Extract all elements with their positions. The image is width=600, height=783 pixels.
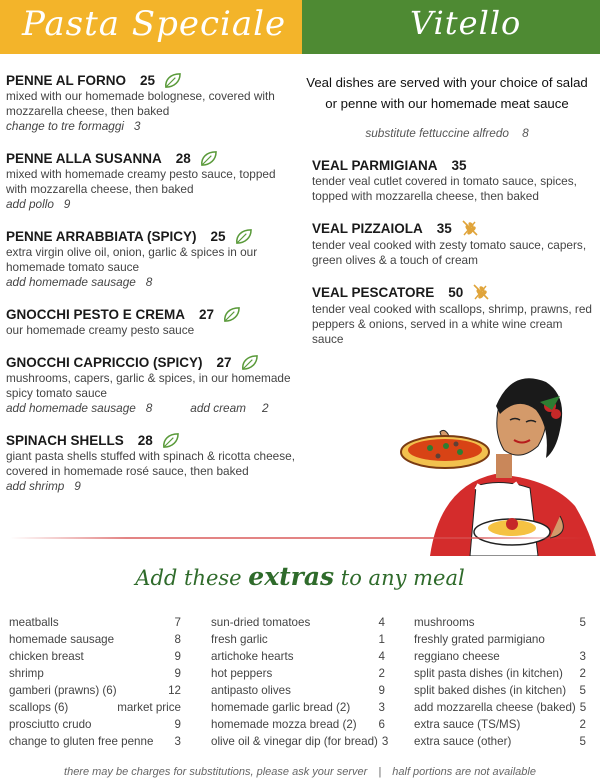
- leaf-icon: [199, 150, 218, 167]
- extra-row: [9, 682, 181, 699]
- extra-row: [9, 665, 181, 682]
- extra-row: [9, 648, 181, 665]
- vitello-list: [306, 72, 594, 361]
- menu-item: [6, 150, 298, 212]
- extra-price: 7: [174, 616, 181, 629]
- extra-price: 3: [378, 701, 385, 714]
- menu-item-name: SPINACH SHELLS: [6, 433, 124, 448]
- menu-item-name: PENNE ALLA SUSANNA: [6, 151, 162, 166]
- vitello-substitute: [306, 126, 588, 140]
- extra-name: homemade garlic bread (2): [211, 701, 351, 714]
- leaf-icon: [161, 432, 180, 449]
- extra-price: 2: [579, 718, 586, 731]
- menu-item-header: [6, 354, 298, 371]
- menu-item-header: [6, 228, 298, 245]
- extra-price: 4: [378, 616, 385, 629]
- menu-item-price: 25: [140, 73, 156, 88]
- extra-name: meatballs: [9, 616, 59, 629]
- extras-title-pre: Add these: [135, 566, 242, 590]
- extra-name: fresh garlic: [211, 633, 268, 646]
- extra-row: [9, 733, 181, 750]
- extras-column-2: [211, 614, 389, 750]
- extra-price: 5: [579, 735, 586, 748]
- extra-name: homemade sausage: [9, 633, 115, 646]
- extra-name: chicken breast: [9, 650, 84, 663]
- leaf-icon: [234, 228, 253, 245]
- extra-name: scallops (6): [9, 701, 69, 714]
- leaf-icon: [163, 72, 182, 89]
- extra-row: [211, 648, 385, 665]
- vitello-title: Vitello: [410, 4, 522, 42]
- option-price-2: 2: [262, 401, 269, 415]
- extra-row: [414, 631, 586, 648]
- menu-item-option: [6, 119, 298, 134]
- extra-price: market price: [117, 701, 181, 714]
- pasta-list: [6, 72, 298, 510]
- extra-row: [211, 665, 385, 682]
- extra-row: [414, 665, 586, 682]
- leaf-icon: [222, 306, 241, 323]
- extra-row: [211, 716, 385, 733]
- extra-price: 8: [174, 633, 181, 646]
- menu-item-header: [312, 282, 594, 302]
- extra-row: [9, 716, 181, 733]
- extra-name: prosciutto crudo: [9, 718, 92, 731]
- extra-price: 2: [579, 667, 586, 680]
- extra-name: freshly grated parmigiano: [414, 633, 545, 646]
- extra-row: [414, 648, 586, 665]
- extras-title-big: extras: [248, 562, 335, 591]
- extra-row: [414, 614, 586, 631]
- extra-name: split baked dishes (in kitchen): [414, 684, 567, 697]
- vitello-banner: [302, 0, 600, 54]
- chef-illustration: [400, 366, 600, 556]
- extra-row: [211, 733, 389, 750]
- extra-price: 2: [378, 667, 385, 680]
- extra-price: 9: [174, 667, 181, 680]
- extra-name: sun-dried tomatoes: [211, 616, 311, 629]
- menu-item-description: tender veal cooked with scallops, shrimp, prawns, red peppers & onions, served in a white wine cream sauce: [312, 302, 592, 346]
- menu-item-option: [6, 275, 298, 290]
- extra-name: reggiano cheese: [414, 650, 500, 663]
- menu-item-name: VEAL PIZZAIOLA: [312, 220, 423, 236]
- menu-item: [312, 218, 594, 268]
- option-label-2: add cream: [190, 401, 247, 415]
- extra-price: 9: [174, 718, 181, 731]
- option-label: add pollo: [6, 197, 54, 211]
- pasta-speciale-title: Pasta Speciale: [22, 4, 287, 44]
- menu-item-name: VEAL PARMIGIANA: [312, 158, 438, 173]
- menu-item-price: 28: [175, 151, 191, 166]
- menu-item-name: PENNE AL FORNO: [6, 73, 127, 88]
- menu-item: [312, 157, 594, 204]
- menu-item-option: [6, 479, 298, 494]
- extra-price: 5: [579, 684, 586, 697]
- extra-price: 3: [381, 735, 389, 748]
- extras-column-1: [9, 614, 181, 750]
- extra-price: 12: [168, 684, 181, 697]
- extra-price: 9: [174, 650, 181, 663]
- extra-name: add mozzarella cheese (baked): [414, 701, 576, 714]
- menu-item-name: GNOCCHI PESTO E CREMA: [6, 307, 186, 322]
- menu-item-description: tender veal cutlet covered in tomato sauce, spices, topped with mozzarella cheese, then baked: [312, 174, 577, 203]
- vitello-note: Veal dishes are served with your choice of salad or penne with our homemade meat sauce: [306, 75, 588, 111]
- option-price: 3: [133, 119, 141, 133]
- extra-name: homemade mozza bread (2): [211, 718, 357, 731]
- extra-name: extra sauce (other): [414, 735, 512, 748]
- menu-item-price: 35: [436, 220, 452, 236]
- extra-name: mushrooms: [414, 616, 475, 629]
- extra-name: gamberi (prawns) (6): [9, 684, 117, 697]
- extras-title-post: to any meal: [340, 566, 465, 590]
- extra-price: 9: [378, 684, 385, 697]
- menu-item: [6, 354, 298, 416]
- menu-item-description: tender veal cooked with zesty tomato sauce, capers, green olives & a touch of cream: [312, 238, 587, 267]
- menu-item-price: 50: [448, 284, 464, 300]
- menu-item-price: 27: [216, 355, 232, 370]
- extra-price: 5: [579, 701, 587, 714]
- menu-item-option: [6, 197, 298, 212]
- extra-price: 5: [579, 616, 586, 629]
- extra-name: artichoke hearts: [211, 650, 294, 663]
- menu-item: [6, 228, 298, 290]
- extra-row: [9, 631, 181, 648]
- extra-row: [414, 733, 586, 750]
- footer-note: [0, 766, 600, 778]
- menu-item-description: mixed with homemade creamy pesto sauce, topped with mozzarella cheese, then baked: [6, 167, 276, 196]
- extra-name: antipasto olives: [211, 684, 291, 697]
- menu-item-name: GNOCCHI CAPRICCIO (SPICY): [6, 355, 203, 370]
- gluten-free-icon: [471, 282, 491, 302]
- menu-item-description: our homemade creamy pesto sauce: [6, 323, 195, 337]
- extra-name: olive oil & vinegar dip (for bread): [211, 735, 378, 748]
- extra-price: 3: [174, 735, 181, 748]
- option-price: 8: [145, 401, 153, 415]
- footer-right: half portions are not available: [392, 766, 536, 778]
- extra-price: 3: [579, 650, 586, 663]
- menu-item-price: 25: [210, 229, 226, 244]
- option-label: add shrimp: [6, 479, 65, 493]
- extras-title: [0, 562, 600, 591]
- extras-column-3: [414, 614, 586, 750]
- menu-item-header: [6, 432, 298, 449]
- vitello-items: [312, 157, 594, 347]
- extra-price: 6: [378, 718, 385, 731]
- footer-separator: |: [378, 766, 382, 778]
- extra-name: hot peppers: [211, 667, 273, 680]
- menu-item-price: 35: [451, 158, 467, 173]
- footer-left: there may be charges for substitutions, please ask your server: [64, 766, 368, 778]
- menu-item-description: giant pasta shells stuffed with spinach & ricotta cheese, covered in homemade rosé sauce, then baked: [6, 449, 295, 478]
- menu-item-price: 27: [199, 307, 215, 322]
- substitute-label: substitute fettuccine alfredo: [365, 126, 509, 140]
- menu-item-header: [6, 150, 298, 167]
- menu-item-header: [6, 306, 298, 323]
- menu-item-header: [312, 157, 594, 174]
- menu-item: [6, 432, 298, 494]
- menu-item: [6, 306, 298, 338]
- menu-item-description: extra virgin olive oil, onion, garlic & spices in our homemade tomato sauce: [6, 245, 258, 274]
- option-price: 9: [63, 197, 71, 211]
- extra-row: [414, 682, 586, 699]
- menu-item-description: mixed with our homemade bolognese, covered with mozzarella cheese, then baked: [6, 89, 275, 118]
- extra-row: [211, 614, 385, 631]
- extra-row: [414, 716, 586, 733]
- menu-item: [312, 282, 594, 347]
- option-label: add homemade sausage: [6, 275, 136, 289]
- extra-name: change to gluten free penne: [9, 735, 154, 748]
- extra-row: [9, 614, 181, 631]
- menu-item-name: PENNE ARRABBIATA (SPICY): [6, 229, 197, 244]
- option-price: 8: [145, 275, 153, 289]
- menu-item-header: [312, 218, 594, 238]
- option-price: 9: [74, 479, 81, 493]
- menu-item-description: mushrooms, capers, garlic & spices, in our homemade spicy tomato sauce: [6, 371, 291, 400]
- extra-row: [211, 631, 385, 648]
- option-label: change to tre formaggi: [6, 119, 125, 133]
- substitute-price: 8: [522, 126, 529, 140]
- extra-row: [414, 699, 586, 716]
- option-label: add homemade sausage: [6, 401, 136, 415]
- pasta-speciale-banner: [0, 0, 302, 54]
- menu-item-price: 28: [137, 433, 153, 448]
- gluten-free-icon: [460, 218, 480, 238]
- extra-price: 1: [378, 633, 385, 646]
- menu-item-option: [6, 401, 298, 416]
- menu-item-name: VEAL PESCATORE: [312, 284, 435, 300]
- extra-row: [211, 699, 385, 716]
- menu-item-header: [6, 72, 298, 89]
- extra-price: 4: [378, 650, 385, 663]
- extra-name: shrimp: [9, 667, 44, 680]
- extra-row: [211, 682, 385, 699]
- section-divider: [10, 537, 590, 539]
- extra-row: [9, 699, 181, 716]
- leaf-icon: [240, 354, 259, 371]
- menu-item: [6, 72, 298, 134]
- extra-name: split pasta dishes (in kitchen): [414, 667, 563, 680]
- extra-name: extra sauce (TS/MS): [414, 718, 521, 731]
